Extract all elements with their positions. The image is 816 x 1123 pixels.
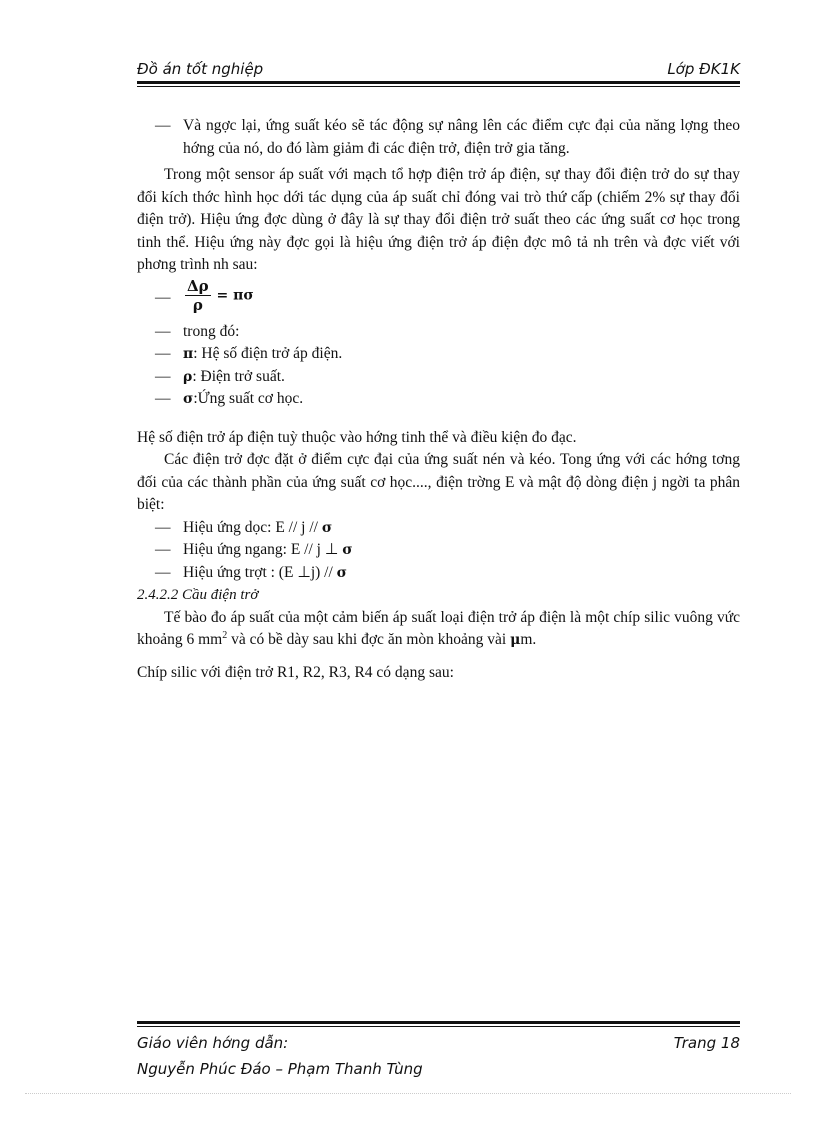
formula-numerator: Δρ <box>187 276 209 295</box>
footer-supervisor: Giáo viên hớng dẫn: <box>137 1034 289 1052</box>
sigma-symbol: σ <box>342 542 353 558</box>
symbol-sigma: σ <box>183 391 194 407</box>
footer-rule-thin <box>137 1026 740 1027</box>
formula-item <box>137 277 740 321</box>
bullet-dash: — <box>155 367 171 385</box>
header-class: Lớp ĐK1K <box>667 60 740 78</box>
page-bottom-border <box>25 1093 791 1094</box>
bullet-dash: — <box>155 345 171 362</box>
sigma-symbol: σ <box>336 564 347 581</box>
bullet-dash: — <box>155 563 171 581</box>
superscript-2: 2 <box>222 629 228 641</box>
paragraph-1: Trong một sensor áp suất với mạch tổ hợp điện trở áp điện, sự thay đổi điện trở do sự thay đổi kích thớc hình học dới tác dụng của áp suất chỉ đóng vai trò thứ cấp (chiếm 2% sự thay đổi điện trở). Hiệu ứng đợc dùng ở đây là sự thay đổi điện trở suất theo các ứng suất cơ học trong tinh thể. Hiệu ứng này đợc gọi là hiệu ứng điện trở áp điện đợc mô tả nh trên và đợc viết với phơng trình nh sau: <box>137 166 740 273</box>
formula-rhs: = πσ <box>216 286 254 303</box>
header-title: Đồ án tốt nghiệp <box>137 60 264 78</box>
mu-symbol: μ <box>510 632 521 648</box>
symbol-sigma-desc: :Ứng suất cơ học. <box>193 390 304 407</box>
bullet-dash: — <box>155 541 171 558</box>
effect-text: Hiệu ứng ngang: E // j ⊥ <box>183 541 343 558</box>
footer <box>137 1034 740 1052</box>
symbol-item-sigma <box>137 388 740 411</box>
footer-rule <box>137 1021 740 1024</box>
effect-item-transverse <box>137 539 740 562</box>
bullet-dash: — <box>155 390 171 407</box>
where-item <box>137 321 740 344</box>
paragraph-4-part-1: Tế bào đo áp suất của một cảm biến áp suất loại điện trở áp điện là một chíp silic vuông vức khoảng 6 mm <box>137 608 740 648</box>
symbol-item-pi <box>137 343 740 366</box>
effect-text: Hiệu ứng trợt : (E ⊥j) // <box>183 563 337 581</box>
bullet-dash: — <box>155 322 171 340</box>
symbol-item-rho <box>137 366 740 389</box>
footer-authors: Nguyễn Phúc Đáo – Phạm Thanh Tùng <box>137 1060 423 1078</box>
symbol-rho: ρ <box>183 368 193 385</box>
symbol-pi: π <box>183 346 194 362</box>
effect-text: Hiệu ứng dọc: E // j // <box>183 518 322 536</box>
where-label: trong đó: <box>183 322 240 340</box>
page-header <box>137 60 740 82</box>
paragraph-4-part-3: m. <box>520 631 537 648</box>
paragraph-5: Chíp silic với điện trở R1, R2, R3, R4 có dạng sau: <box>137 663 454 681</box>
sigma-symbol: σ <box>321 519 333 536</box>
bullet-dash: — <box>155 117 171 134</box>
intro-list-item <box>137 115 740 160</box>
paragraph-4-part-2: và có bề dày sau khi đợc ăn mòn khoảng vài <box>227 631 511 648</box>
header-rule-thin <box>137 86 740 87</box>
paragraph-2: Hệ số điện trở áp điện tuỳ thuộc vào hớng tinh thể và điều kiện đo đạc. <box>137 428 577 446</box>
section-heading: 2.4.2.2 Cầu điện trở <box>137 587 259 603</box>
symbol-pi-desc: : Hệ số điện trở áp điện. <box>193 345 343 362</box>
paragraph-4 <box>137 607 740 652</box>
effect-item-longitudinal <box>137 517 740 540</box>
intro-text: Và ngợc lại, ứng suất kéo sẽ tác động sự nâng lên các điểm cực đại của năng lợng theo hớng của nó, do đó làm giảm đi các điện trở, điện trở gia tăng. <box>183 117 740 157</box>
page-body <box>137 115 740 684</box>
bullet-dash: — <box>155 288 171 306</box>
formula-denominator: ρ <box>192 295 203 314</box>
symbol-rho-desc: : Điện trở suất. <box>192 367 285 385</box>
footer-page-number: Trang 18 <box>673 1034 740 1052</box>
bullet-dash: — <box>155 518 171 536</box>
effect-item-shear <box>137 562 740 585</box>
paragraph-3: Các điện trở đợc đặt ở điểm cực đại của ứng suất nén và kéo. Tong ứng với các hớng tơng đối của các thành phần của ứng suất cơ học...., điện trờng E và mật độ dòng điện j ngời ta phân biệt: <box>137 451 740 513</box>
formula-fraction <box>185 277 211 314</box>
header-rule <box>137 81 740 84</box>
